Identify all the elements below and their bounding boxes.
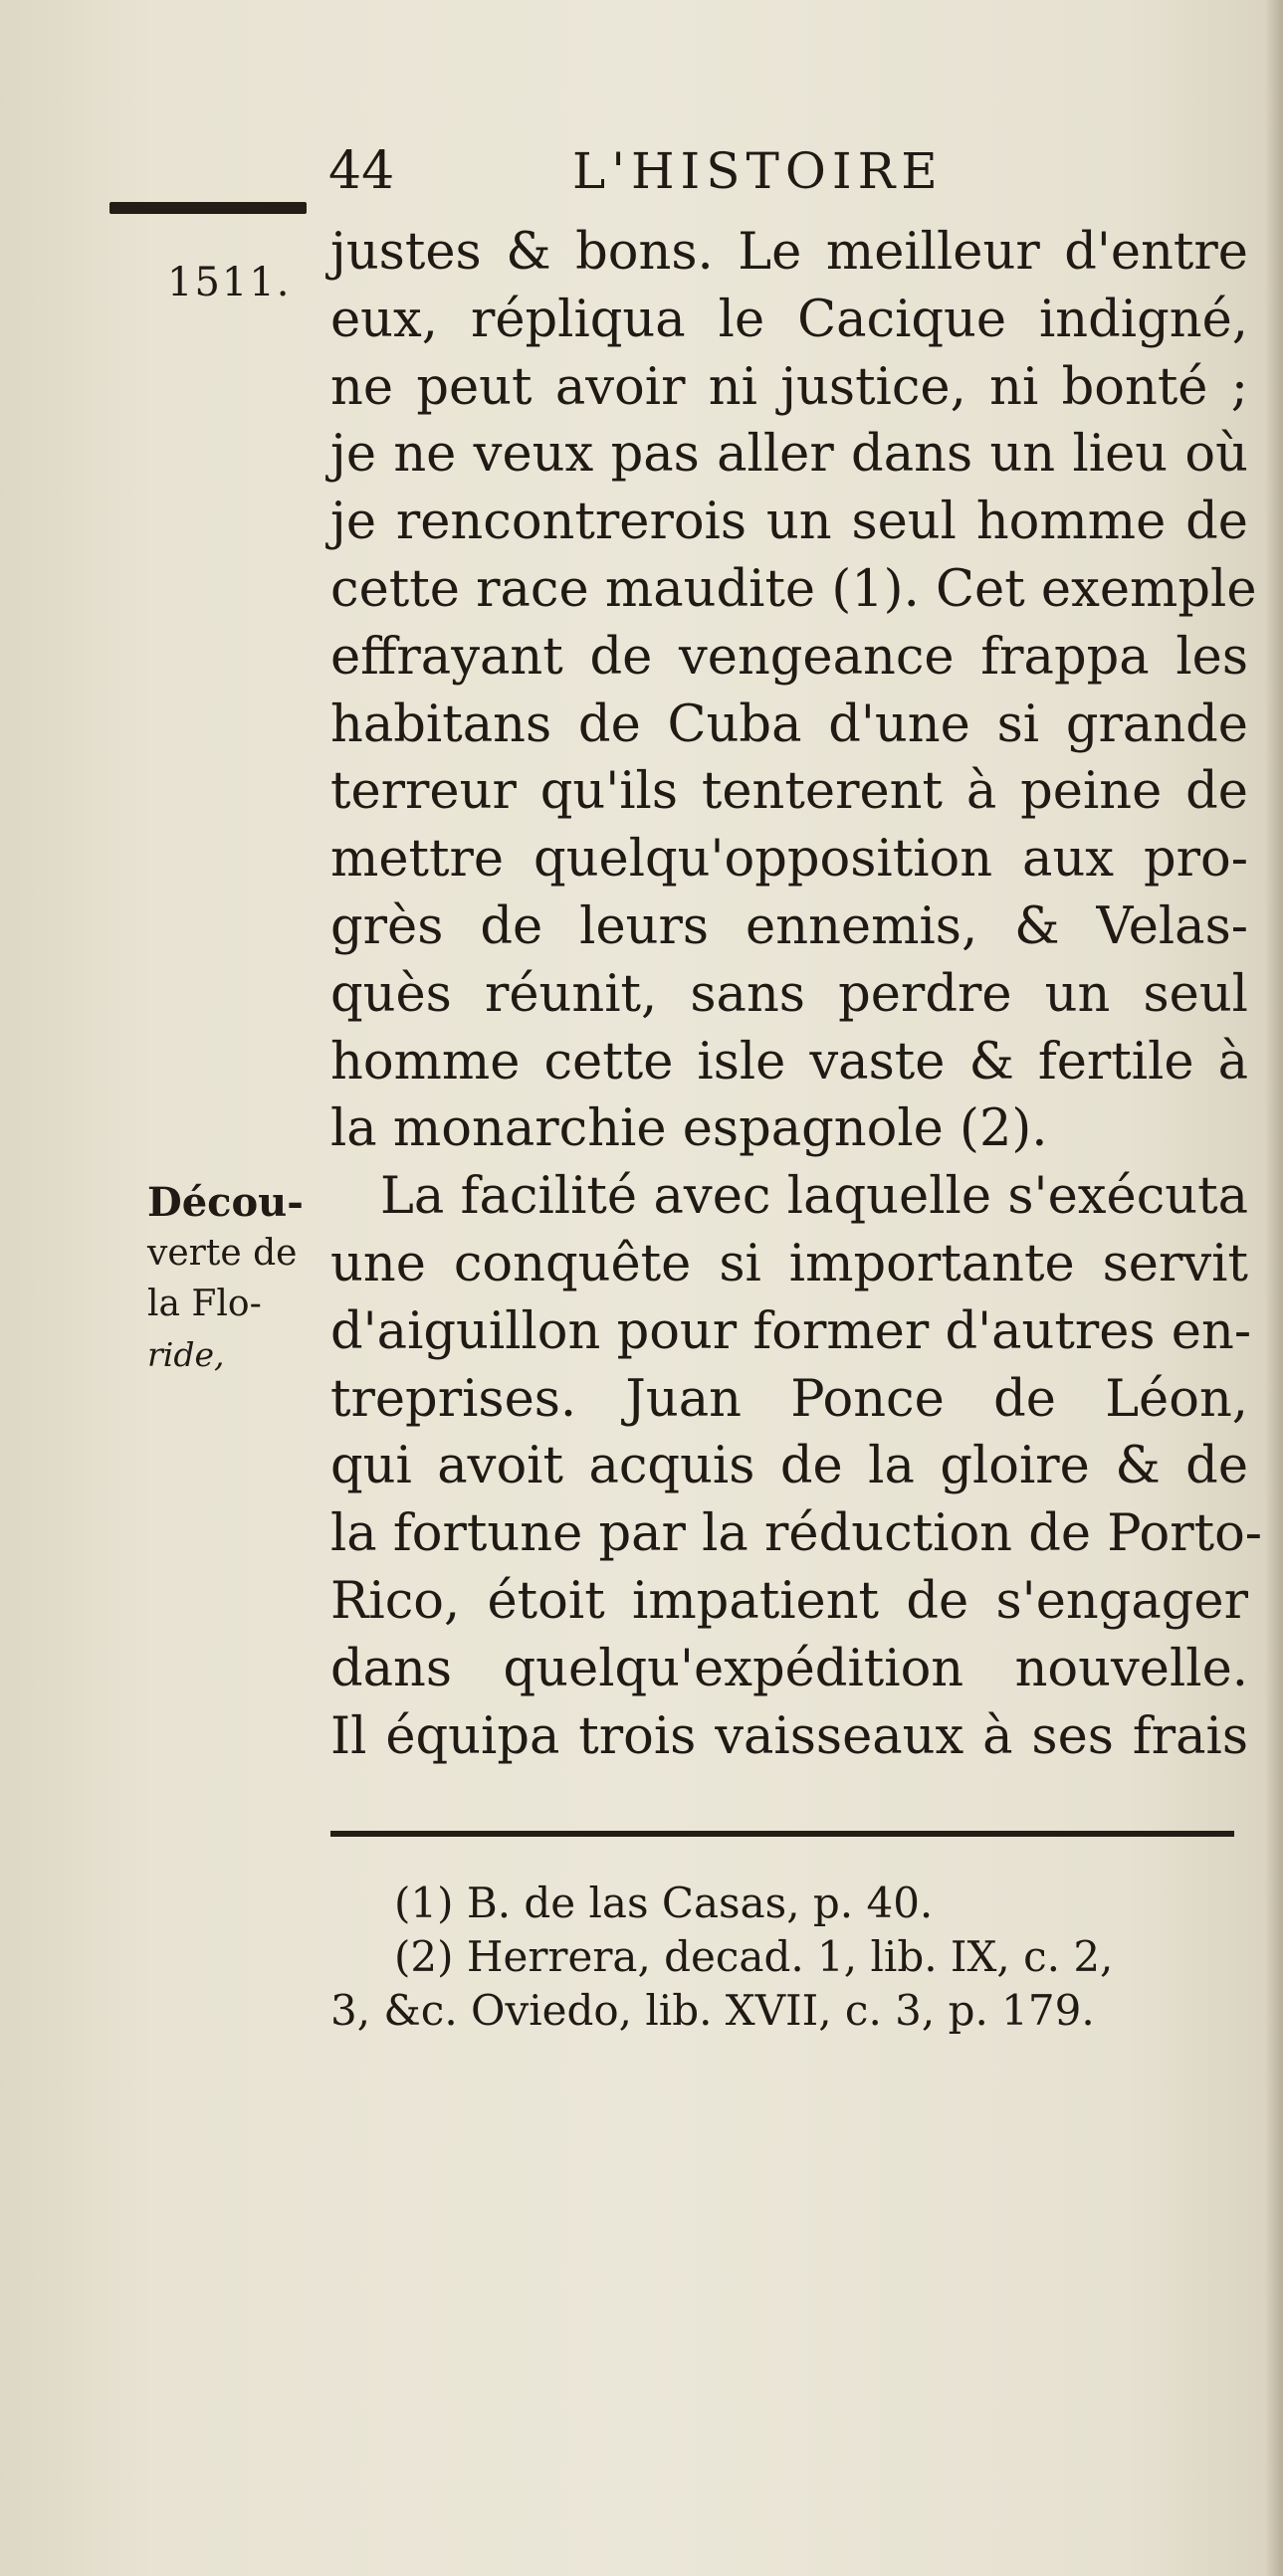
text-line: je ne veux pas aller dans un lieu où (330, 425, 1248, 485)
running-head: L'HISTOIRE (572, 142, 944, 200)
text-line: ne peut avoir ni justice, ni bonté ; (330, 357, 1248, 417)
margin-note-line: la Flo- (147, 1284, 262, 1324)
text-line: treprises. Juan Ponce de Léon, (330, 1369, 1248, 1429)
footnote-rule (330, 1831, 1234, 1837)
text-line: eux, répliqua le Cacique indigné, (330, 290, 1248, 349)
text-line: quès réunit, sans perdre un seul (330, 964, 1248, 1024)
text-line: dans quelqu'expédition nouvelle. (330, 1639, 1248, 1698)
text-line: habitans de Cuba d'une si grande (330, 694, 1248, 754)
margin-note (147, 1177, 324, 1380)
text-line: je rencontrerois un seul homme de (330, 493, 1248, 552)
text-line: la monarchie espagnole (2). (330, 1099, 1048, 1159)
margin-year: 1511. (167, 260, 292, 305)
text-line: La facilité avec laquelle s'exécuta (380, 1167, 1248, 1227)
footnote: (2) Herrera, decad. 1, lib. IX, c. 2, (394, 1932, 1114, 1981)
text-line: grès de leurs ennemis, & Velas- (330, 896, 1248, 956)
text-line: terreur qu'ils tenterent à peine de (330, 762, 1248, 822)
footnotes (330, 1877, 1234, 2038)
header-rule (109, 202, 307, 214)
text-line: mettre quelqu'opposition aux pro- (330, 830, 1248, 890)
margin-note-line: verte de (147, 1233, 298, 1274)
text-line: homme cette isle vaste & fertile à (330, 1032, 1248, 1091)
text-line: Rico, étoit impatient de s'engager (330, 1571, 1248, 1631)
footnote: 3, &c. Oviedo, lib. XVII, c. 3, p. 179. (330, 1986, 1095, 2035)
text-line: cette race maudite (1). Cet exemple (330, 559, 1257, 619)
text-line: la fortune par la réduction de Porto- (330, 1504, 1263, 1564)
page-edge-shadow (1265, 0, 1283, 2576)
text-line: effrayant de vengeance frappa les (330, 627, 1248, 687)
page-number: 44 (328, 141, 395, 201)
body-text (330, 219, 1263, 1770)
text-line: Il équipa trois vaisseaux à ses frais (330, 1706, 1248, 1766)
text-line: une conquête si importante servit (330, 1234, 1248, 1293)
footnote: (1) B. de las Casas, p. 40. (394, 1879, 934, 1927)
text-line: justes & bons. Le meilleur d'entre (330, 223, 1248, 282)
text-line: d'aiguillon pour former d'autres en- (330, 1301, 1252, 1361)
margin-note-line: Décou- (147, 1179, 304, 1226)
margin-note-line: ride, (147, 1335, 225, 1374)
text-line: qui avoit acquis de la gloire & de (330, 1437, 1248, 1496)
